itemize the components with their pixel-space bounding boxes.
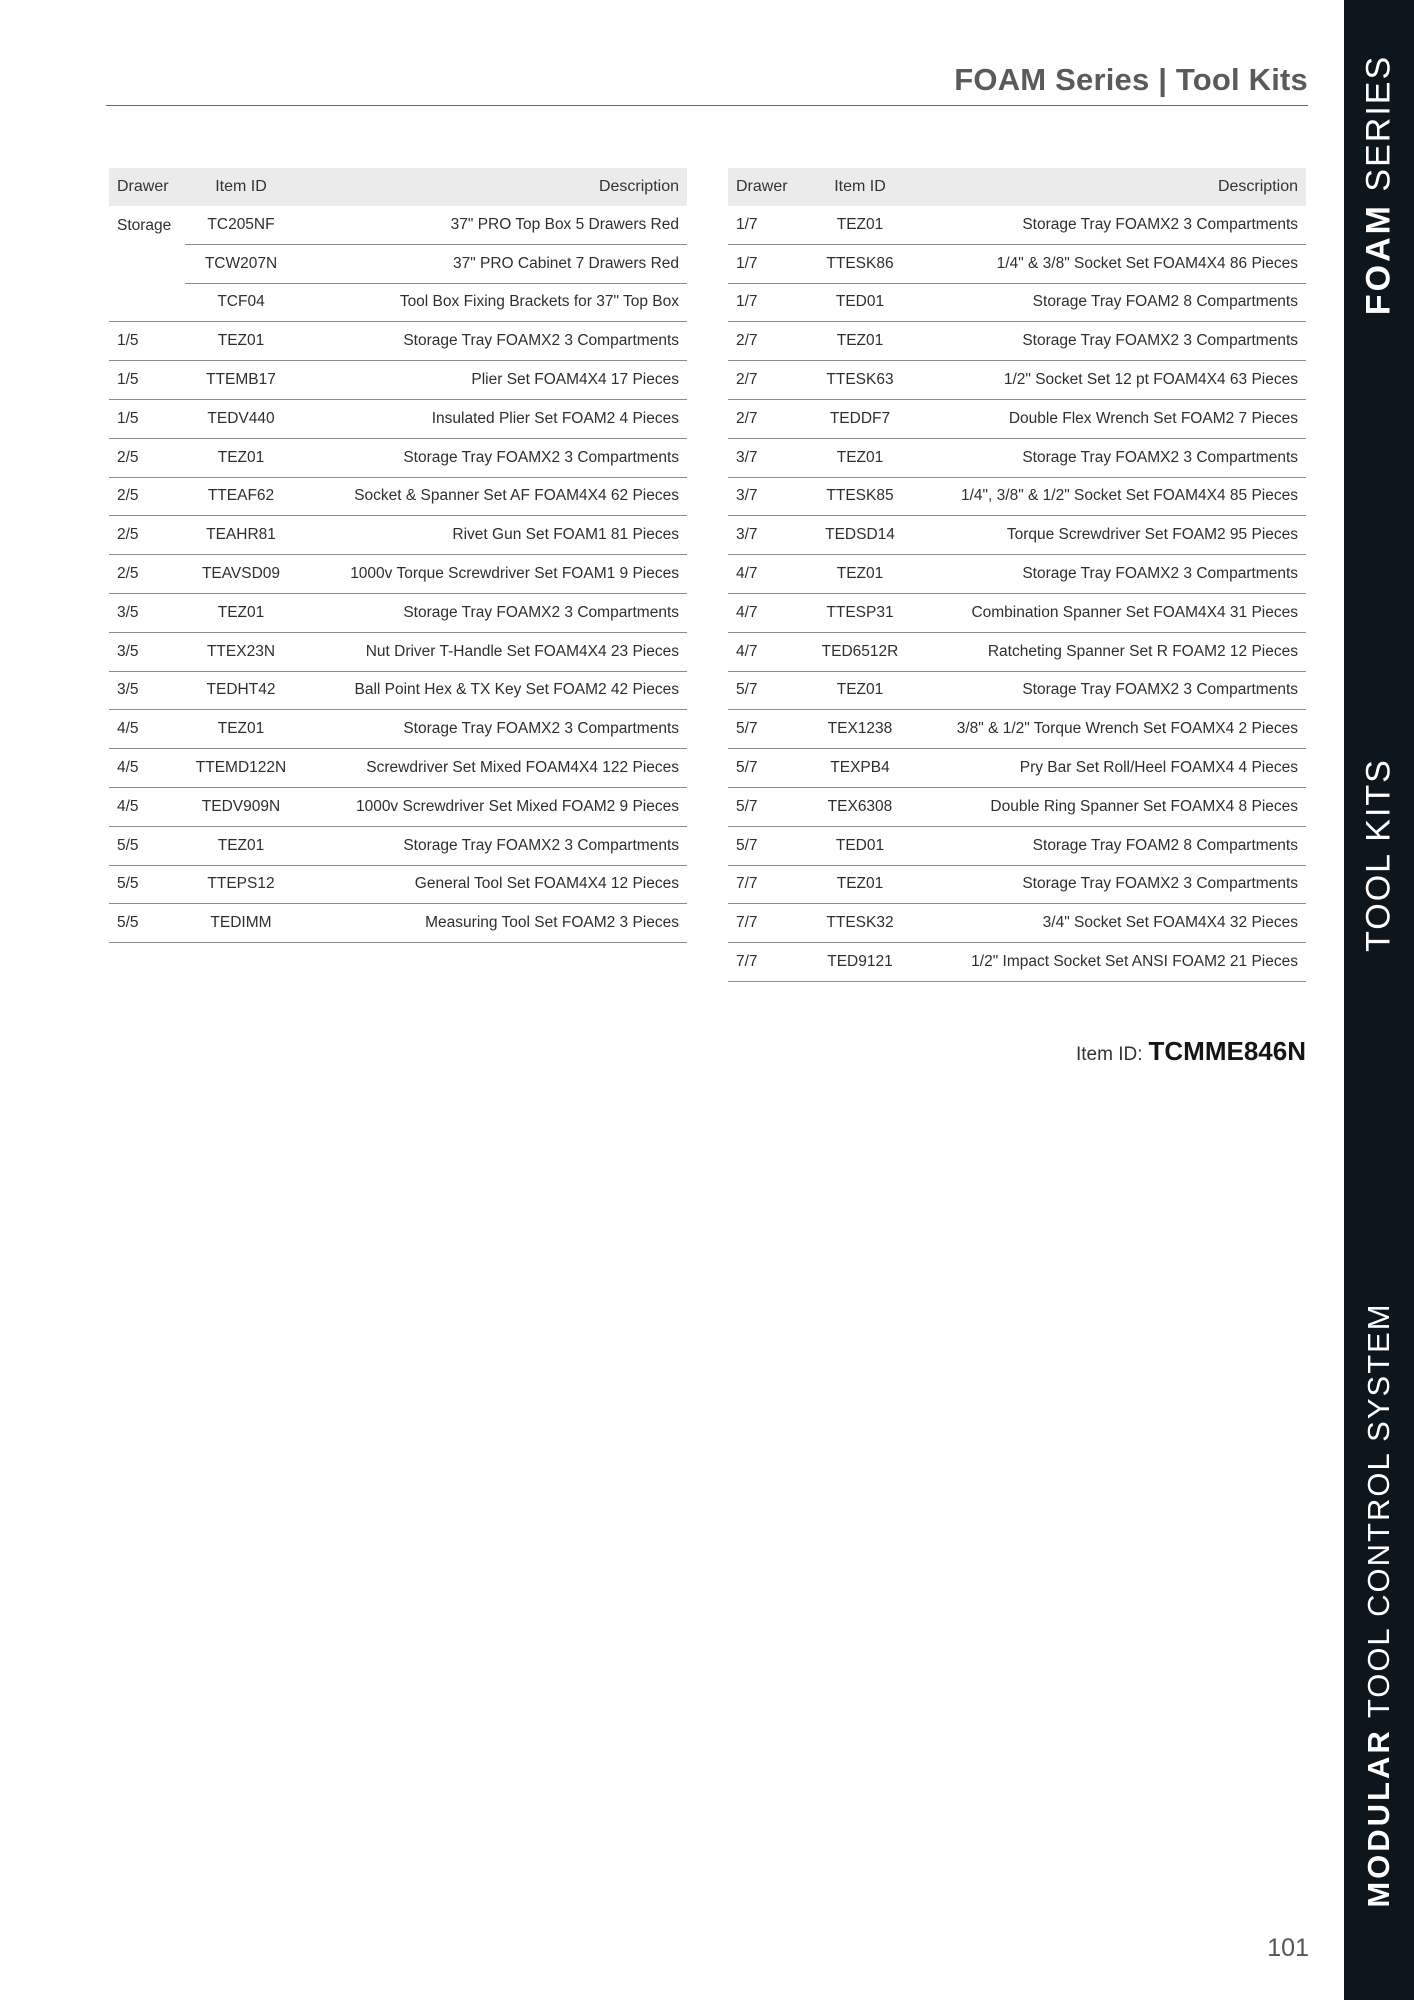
description-cell: Tool Box Fixing Brackets for 37" Top Box [297,283,687,322]
description-cell: 1/4", 3/8" & 1/2" Socket Set FOAM4X4 85 Pieces [916,477,1306,516]
item-id-cell: TEZ01 [804,671,916,710]
item-id-cell: TEZ01 [804,438,916,477]
item-id-cell: TTEPS12 [185,865,297,904]
drawer-cell: 1/5 [109,399,185,438]
item-id-cell: TTESK86 [804,244,916,283]
table-row [728,865,1306,904]
table-row [728,555,1306,594]
table-row [728,593,1306,632]
table-row [728,477,1306,516]
description-cell: Storage Tray FOAMX2 3 Compartments [297,826,687,865]
drawer-cell: 1/7 [728,283,804,322]
item-id-cell: TTEX23N [185,632,297,671]
drawer-cell: 2/5 [109,438,185,477]
item-id-cell: TEDDF7 [804,399,916,438]
column-header-description: Description [297,168,687,206]
description-cell: 37" PRO Cabinet 7 Drawers Red [297,244,687,283]
table-row [728,361,1306,400]
description-cell: 1/2" Impact Socket Set ANSI FOAM2 21 Pieces [916,943,1306,982]
description-cell: Socket & Spanner Set AF FOAM4X4 62 Pieces [297,477,687,516]
description-cell: Double Ring Spanner Set FOAMX4 8 Pieces [916,787,1306,826]
table-row [109,283,687,322]
table-row [728,283,1306,322]
item-id-cell: TEXPB4 [804,749,916,788]
description-cell: Nut Driver T-Handle Set FOAM4X4 23 Pieces [297,632,687,671]
table-row [109,826,687,865]
table-row [109,206,687,244]
description-cell: Insulated Plier Set FOAM2 4 Pieces [297,399,687,438]
column-header-description: Description [916,168,1306,206]
table-row [109,322,687,361]
table-row [109,555,687,594]
page-number: 101 [1267,1934,1309,1962]
drawer-cell: 5/5 [109,904,185,943]
header-divider [106,105,1308,106]
item-id-cell: TEZ01 [185,438,297,477]
side-banner [1344,0,1414,2000]
item-id-cell: TEDHT42 [185,671,297,710]
drawer-cell: 4/5 [109,787,185,826]
drawer-cell: 1/5 [109,322,185,361]
description-cell: Double Flex Wrench Set FOAM2 7 Pieces [916,399,1306,438]
drawer-cell: 7/7 [728,943,804,982]
drawer-cell: 3/7 [728,516,804,555]
table-row [728,710,1306,749]
drawer-cell: 5/5 [109,865,185,904]
side-modular-word: MODULAR [1361,1728,1396,1908]
table-row [728,787,1306,826]
item-id-cell: TTESK63 [804,361,916,400]
table-row [728,943,1306,982]
description-cell: Ball Point Hex & TX Key Set FOAM2 42 Pieces [297,671,687,710]
drawer-cell: 1/7 [728,206,804,244]
description-cell: Storage Tray FOAMX2 3 Compartments [916,555,1306,594]
item-id-cell: TTEAF62 [185,477,297,516]
item-id-label: Item ID: [1076,1044,1143,1065]
drawer-cell: 2/5 [109,477,185,516]
drawer-cell: Storage [109,206,185,322]
description-cell: 3/4" Socket Set FOAM4X4 32 Pieces [916,904,1306,943]
table-row [109,361,687,400]
side-series-word: SERIES [1359,54,1398,192]
drawer-cell: 4/5 [109,710,185,749]
side-title-modular-system [1361,1302,1397,1907]
item-id-cell: TEX1238 [804,710,916,749]
description-cell: Storage Tray FOAMX2 3 Compartments [916,671,1306,710]
table-row [109,477,687,516]
table-row [728,671,1306,710]
item-id-cell: TEZ01 [185,593,297,632]
drawer-cell: 4/7 [728,555,804,594]
item-id-cell: TEZ01 [804,865,916,904]
side-tool-control-words: TOOL CONTROL SYSTEM [1361,1302,1396,1719]
drawer-cell: 7/7 [728,865,804,904]
item-id-cell: TEAHR81 [185,516,297,555]
item-id-cell: TTEMD122N [185,749,297,788]
item-id-cell: TEDSD14 [804,516,916,555]
item-id-cell: TED01 [804,283,916,322]
item-id-cell: TEDIMM [185,904,297,943]
description-cell: Screwdriver Set Mixed FOAM4X4 122 Pieces [297,749,687,788]
item-id-cell: TEX6308 [804,787,916,826]
item-id-cell: TED01 [804,826,916,865]
item-id-cell: TCW207N [185,244,297,283]
item-id-cell: TCF04 [185,283,297,322]
drawer-cell: 4/7 [728,632,804,671]
description-cell: 1/4" & 3/8" Socket Set FOAM4X4 86 Pieces [916,244,1306,283]
table-row [728,244,1306,283]
table-row [728,516,1306,555]
table-row [109,904,687,943]
drawer-cell: 2/7 [728,322,804,361]
table-row [109,671,687,710]
description-cell: Storage Tray FOAMX2 3 Compartments [916,206,1306,244]
kit-item-id [1076,1036,1306,1067]
item-id-cell: TEZ01 [185,710,297,749]
drawer-cell: 1/5 [109,361,185,400]
item-id-value: TCMME846N [1148,1036,1306,1066]
drawer-cell: 3/7 [728,477,804,516]
drawer-cell: 1/7 [728,244,804,283]
description-cell: Torque Screwdriver Set FOAM2 95 Pieces [916,516,1306,555]
table-row [109,399,687,438]
table-row [109,749,687,788]
description-cell: Measuring Tool Set FOAM2 3 Pieces [297,904,687,943]
table-header-row [109,168,687,206]
item-id-cell: TED6512R [804,632,916,671]
description-cell: Pry Bar Set Roll/Heel FOAMX4 4 Pieces [916,749,1306,788]
table-row [109,632,687,671]
table-row [109,244,687,283]
item-id-cell: TC205NF [185,206,297,244]
description-cell: 1/2" Socket Set 12 pt FOAM4X4 63 Pieces [916,361,1306,400]
table-row [728,438,1306,477]
table-row [728,399,1306,438]
item-id-cell: TTESP31 [804,593,916,632]
drawer-cell: 3/5 [109,632,185,671]
drawer-cell: 2/5 [109,555,185,594]
description-cell: 1000v Screwdriver Set Mixed FOAM2 9 Pieces [297,787,687,826]
column-header-item-id: Item ID [185,168,297,206]
description-cell: Storage Tray FOAMX2 3 Compartments [297,322,687,361]
table-row [109,865,687,904]
table-row [728,206,1306,244]
item-id-cell: TEDV909N [185,787,297,826]
drawer-cell: 2/7 [728,361,804,400]
table-row [109,593,687,632]
tool-kit-table-right [728,168,1306,982]
description-cell: Plier Set FOAM4X4 17 Pieces [297,361,687,400]
column-header-item-id: Item ID [804,168,916,206]
drawer-cell: 3/5 [109,671,185,710]
drawer-cell: 5/7 [728,710,804,749]
drawer-cell: 3/5 [109,593,185,632]
description-cell: Combination Spanner Set FOAM4X4 31 Pieces [916,593,1306,632]
drawer-cell: 3/7 [728,438,804,477]
item-id-cell: TEZ01 [804,206,916,244]
table-row [728,904,1306,943]
item-id-cell: TEZ01 [804,322,916,361]
drawer-cell: 2/5 [109,516,185,555]
drawer-cell: 7/7 [728,904,804,943]
description-cell: Rivet Gun Set FOAM1 81 Pieces [297,516,687,555]
description-cell: Storage Tray FOAM2 8 Compartments [916,826,1306,865]
description-cell: Storage Tray FOAMX2 3 Compartments [916,438,1306,477]
description-cell: Ratcheting Spanner Set R FOAM2 12 Pieces [916,632,1306,671]
description-cell: Storage Tray FOAMX2 3 Compartments [297,593,687,632]
drawer-cell: 5/5 [109,826,185,865]
table-row [109,787,687,826]
description-cell: Storage Tray FOAMX2 3 Compartments [916,322,1306,361]
side-foam-word: FOAM [1359,203,1398,316]
description-cell: Storage Tray FOAMX2 3 Compartments [916,865,1306,904]
item-id-cell: TED9121 [804,943,916,982]
table-header-row [728,168,1306,206]
table-row [109,710,687,749]
description-cell: 3/8" & 1/2" Torque Wrench Set FOAMX4 2 Pieces [916,710,1306,749]
description-cell: Storage Tray FOAMX2 3 Compartments [297,438,687,477]
item-id-cell: TEZ01 [185,322,297,361]
item-id-cell: TEZ01 [804,555,916,594]
table-row [728,632,1306,671]
drawer-cell: 5/7 [728,749,804,788]
drawer-cell: 5/7 [728,787,804,826]
side-title-foam-series [1360,55,1399,315]
description-cell: Storage Tray FOAMX2 3 Compartments [297,710,687,749]
drawer-cell: 5/7 [728,671,804,710]
drawer-cell: 4/5 [109,749,185,788]
item-id-cell: TEDV440 [185,399,297,438]
description-cell: 1000v Torque Screwdriver Set FOAM1 9 Pieces [297,555,687,594]
item-id-cell: TTESK85 [804,477,916,516]
description-cell: General Tool Set FOAM4X4 12 Pieces [297,865,687,904]
page-title: FOAM Series | Tool Kits [954,62,1308,97]
column-header-drawer: Drawer [728,168,804,206]
column-header-drawer: Drawer [109,168,185,206]
table-row [109,516,687,555]
drawer-cell: 4/7 [728,593,804,632]
description-cell: Storage Tray FOAM2 8 Compartments [916,283,1306,322]
side-title-tool-kits: TOOL KITS [1359,758,1398,952]
table-row [728,322,1306,361]
item-id-cell: TTESK32 [804,904,916,943]
table-row [728,749,1306,788]
table-row [728,826,1306,865]
table-row [109,438,687,477]
drawer-cell: 5/7 [728,826,804,865]
item-id-cell: TTEMB17 [185,361,297,400]
drawer-cell: 2/7 [728,399,804,438]
description-cell: 37" PRO Top Box 5 Drawers Red [297,206,687,244]
tool-kit-table-left [109,168,687,943]
item-id-cell: TEAVSD09 [185,555,297,594]
item-id-cell: TEZ01 [185,826,297,865]
